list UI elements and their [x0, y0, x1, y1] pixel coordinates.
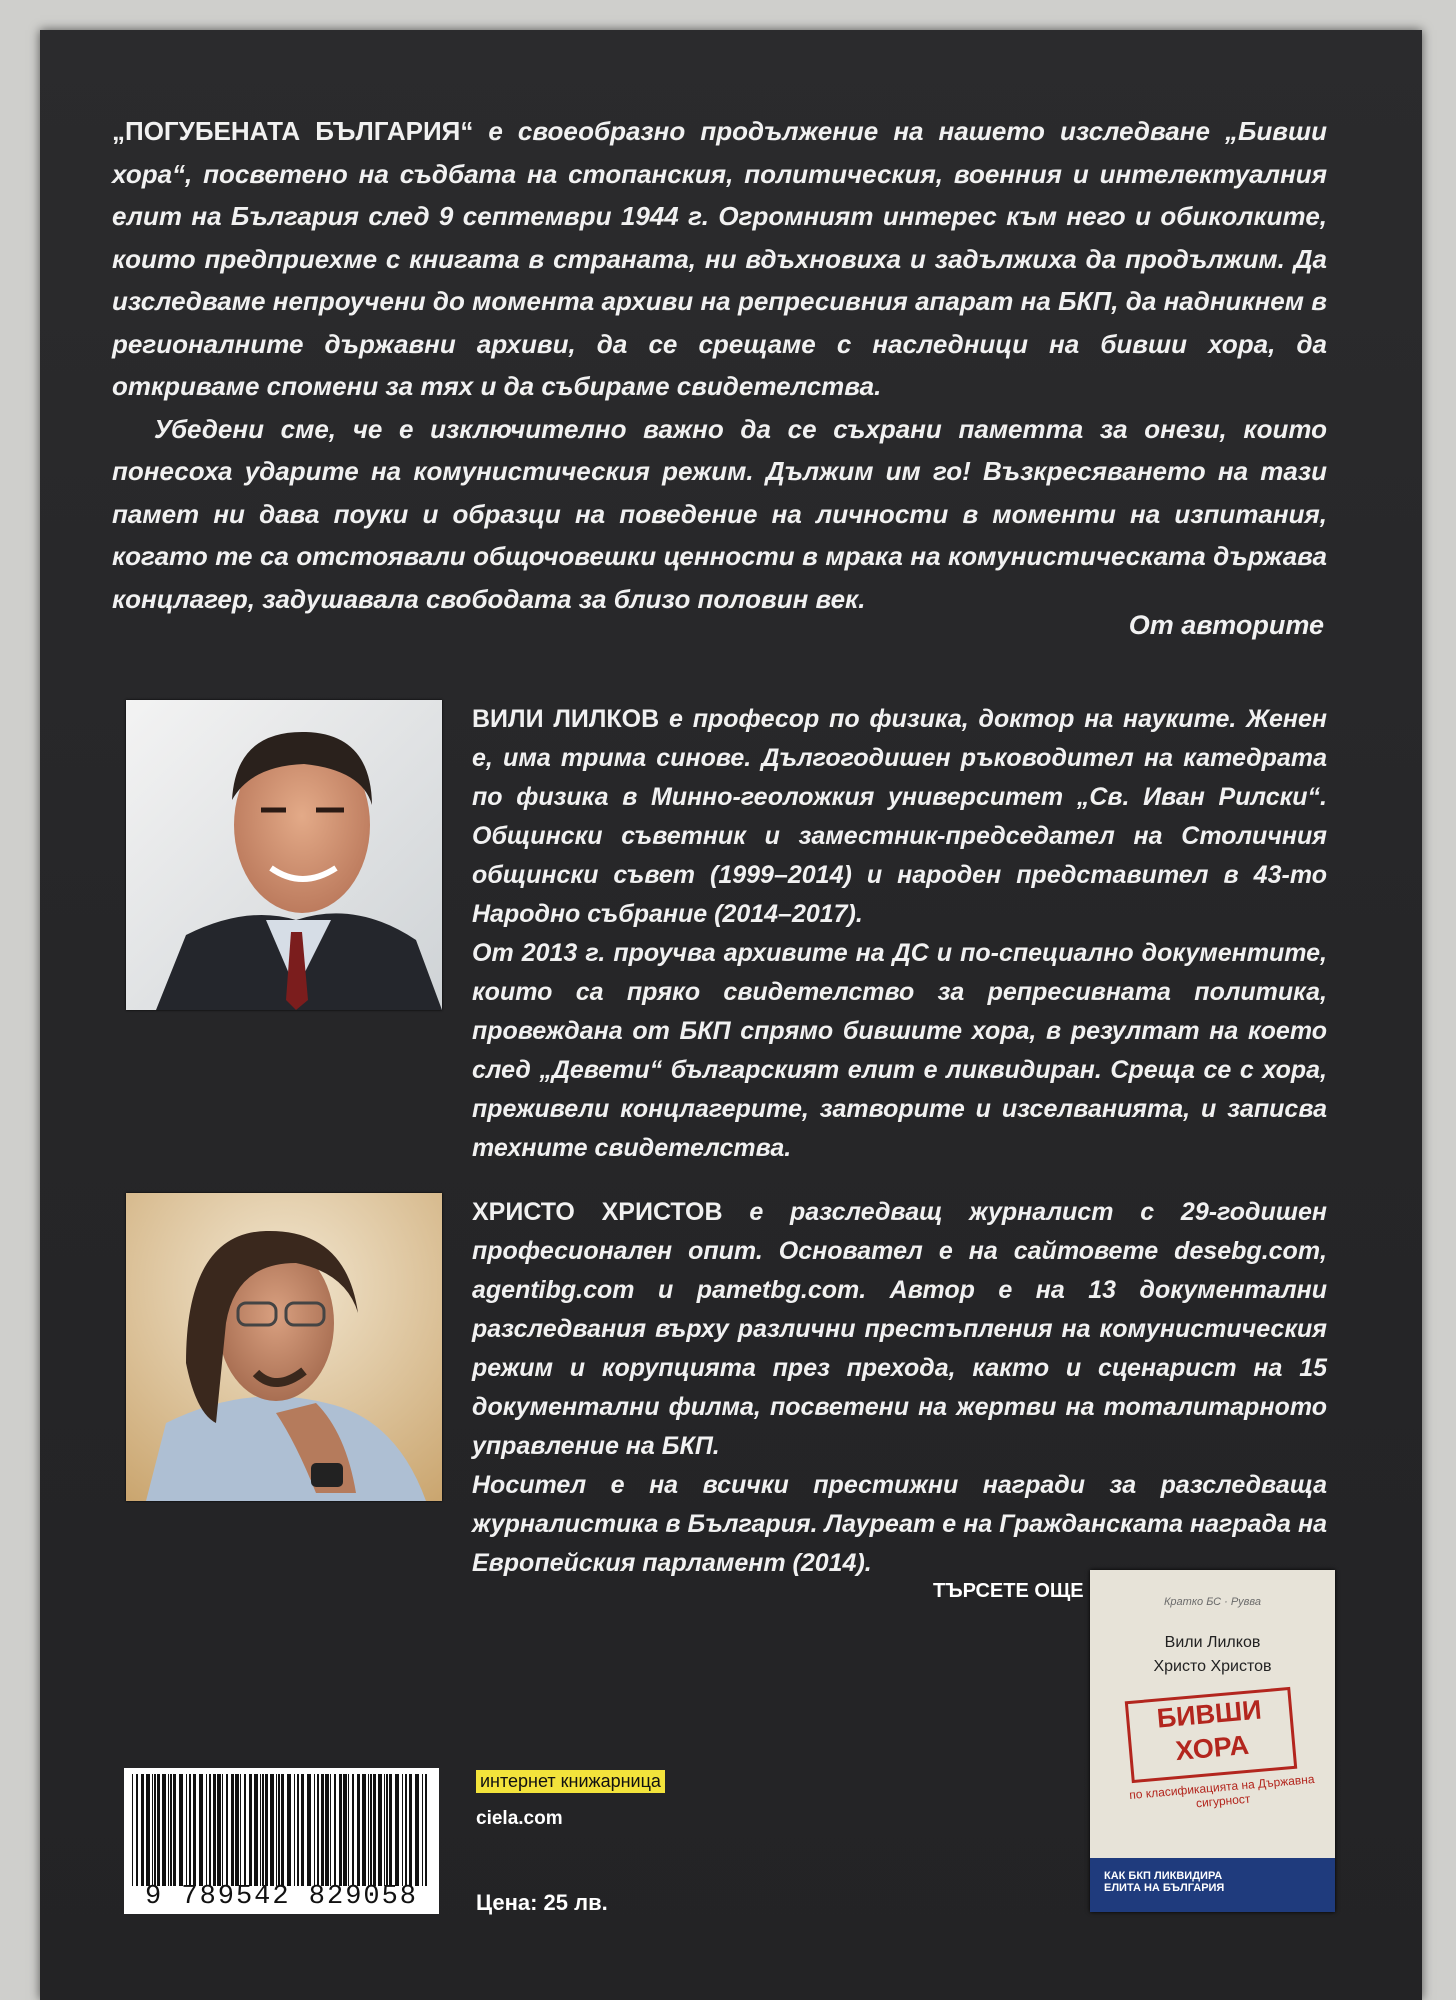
barcode-bar	[317, 1774, 319, 1886]
isbn-barcode	[124, 1768, 439, 1914]
price: Цена: 25 лв.	[476, 1890, 608, 1915]
barcode-bar	[193, 1774, 196, 1886]
barcode-bar	[235, 1774, 239, 1886]
barcode-bar	[265, 1774, 268, 1886]
barcode-bars	[124, 1774, 439, 1886]
barcode-bar	[368, 1774, 369, 1886]
barcode-bar	[260, 1774, 261, 1886]
barcode-bar	[206, 1774, 207, 1886]
book-author-1: Вили Лилков	[1164, 1634, 1261, 1651]
barcode-bar	[152, 1774, 153, 1886]
intro-book-title: „ПОГУБЕНАТА БЪЛГАРИЯ“	[112, 116, 474, 146]
book-author-2: Христо Христов	[1153, 1658, 1272, 1675]
author1-photo	[126, 700, 442, 1010]
barcode-bar	[217, 1774, 221, 1886]
barcode-bar	[373, 1774, 376, 1886]
barcode-bar	[141, 1774, 144, 1886]
barcode-bar	[240, 1774, 241, 1886]
author1-bio-paragraph-1	[472, 700, 1327, 934]
barcode-bar	[321, 1774, 324, 1886]
barcode-bar	[157, 1774, 160, 1886]
intro-paragraph-1-text: е своеобразно продължение на нашето изследване „Бивши хора“, посветено на съдбата на стопанския, политическия, военния и интелектуалния елит на България след 9 септември 1944 г. Огромният интерес към него и обиколките, които предприехме с книгата в страната, ни вдъхновиха и задължиха да продължим. Да изследваме непроучени до момента архиви на репресивния апарат на БКП, да надникнем в регионалните държавни архиви, да се срещаме с наследници на бивши хора, да откриваме спомени за тях и да събираме свидетелства.	[112, 116, 1327, 401]
barcode-bar	[254, 1774, 258, 1886]
barcode-bar	[262, 1774, 264, 1886]
related-book-cover[interactable]	[1090, 1570, 1335, 1912]
author2-photo	[126, 1193, 442, 1501]
author2-bio-text-1: е разследващ журналист с 29-годишен професионален опит. Основател е на сайтовете desebg.com, agentibg.com и pametbg.com. Автор е на 13 документални разследвания върху различни престъпления на комунистическия режим и корупцията през прехода, както и сценарист на 15 документални филма, посветени на жертви на тоталитарното управление на БКП.	[472, 1198, 1327, 1460]
barcode-bar	[389, 1774, 392, 1886]
shop-url[interactable]: ciela.com	[476, 1808, 563, 1829]
barcode-bar	[168, 1774, 169, 1886]
barcode-bar	[226, 1774, 228, 1886]
book-title-stamp	[1125, 1687, 1298, 1783]
barcode-bar	[186, 1774, 187, 1886]
barcode-bar	[362, 1774, 366, 1886]
barcode-bar	[425, 1774, 427, 1886]
barcode-bar	[297, 1774, 299, 1886]
intro-paragraph-1	[112, 110, 1327, 408]
barcode-bar	[189, 1774, 191, 1886]
barcode-bar	[343, 1774, 347, 1886]
author2-bio-paragraph-2: Носител е на всички престижни награди за разследваща журналистика в България. Лауреат е на Гражданската награда на Европейския парламент (2014).	[472, 1471, 1327, 1577]
book-top-note: Кратко БС · Рувва	[1163, 1596, 1262, 1608]
barcode-bar	[386, 1774, 388, 1886]
intro-text	[112, 110, 1327, 620]
barcode-bar	[339, 1774, 342, 1886]
book-band-line-1: КАК БКП ЛИКВИДИРА	[1104, 1870, 1223, 1882]
book-subtitle: по класификацията на Държавна сигурност	[1128, 1771, 1316, 1811]
barcode-bar	[249, 1774, 252, 1886]
barcode-bar	[314, 1774, 315, 1886]
barcode-bar	[281, 1774, 284, 1886]
barcode-bar	[199, 1774, 203, 1886]
barcode-bar	[357, 1774, 360, 1886]
author2-bio-paragraph-1	[472, 1193, 1327, 1466]
barcode-bar	[334, 1774, 336, 1886]
author1-bio	[472, 700, 1327, 1168]
barcode-digits: 9 789542 829058	[144, 1882, 419, 1912]
barcode-bar	[173, 1774, 176, 1886]
barcode-bar	[287, 1774, 291, 1886]
barcode-bar	[222, 1774, 223, 1886]
shop-tag: интернет книжарница	[476, 1770, 665, 1793]
barcode-bar	[405, 1774, 407, 1886]
barcode-bar	[301, 1774, 304, 1886]
barcode-bar	[395, 1774, 399, 1886]
book-title-line-1: БИВШИ	[1155, 1694, 1263, 1734]
signature: От авторите	[1128, 610, 1324, 640]
barcode-bar	[402, 1774, 403, 1886]
barcode-bar	[132, 1774, 133, 1886]
author1-name: ВИЛИ ЛИЛКОВ	[472, 705, 660, 733]
barcode-bar	[179, 1774, 183, 1886]
book-title-line-2: ХОРА	[1174, 1729, 1251, 1767]
book-band-line-2: ЕЛИТА НА БЪЛГАРИЯ	[1104, 1882, 1225, 1894]
barcode-bar	[370, 1774, 372, 1886]
barcode-bar	[146, 1774, 150, 1886]
barcode-bar	[209, 1774, 211, 1886]
barcode-bar	[244, 1774, 246, 1886]
barcode-bar	[270, 1774, 274, 1886]
barcode-bar	[213, 1774, 216, 1886]
barcode-bar	[422, 1774, 423, 1886]
book-band	[1090, 1858, 1335, 1912]
barcode-bar	[170, 1774, 172, 1886]
barcode-bar	[154, 1774, 156, 1886]
author1-bio-text-1: е професор по физика, доктор на науките. Женен е, има трима синове. Дългогодишен ръководител на катедрата по физика в Минно-геоложкия университет „Св. Иван Рилски“. Общински съветник и заместник-председател на Столичния общински съвет (1999–2014) и народен представител в 43-то Народно събрание (2014–2017).	[472, 705, 1327, 928]
barcode-bar	[415, 1774, 419, 1886]
barcode-bar	[278, 1774, 280, 1886]
barcode-bar	[378, 1774, 382, 1886]
barcode-bar	[330, 1774, 331, 1886]
barcode-bar	[231, 1774, 234, 1886]
barcode-bar	[352, 1774, 354, 1886]
barcode-bar	[294, 1774, 295, 1886]
author2-name: ХРИСТО ХРИСТОВ	[472, 1198, 723, 1226]
barcode-bar	[384, 1774, 385, 1886]
author2-bio	[472, 1193, 1327, 1583]
barcode-bar	[136, 1774, 138, 1886]
author1-bio-paragraph-2: От 2013 г. проучва архивите на ДС и по-специално документите, които са пряко свидетелство за репресивната политика, провеждана от БКП спрямо бившите хора, в резултат на което след „Девети“ българският елит е ликвидиран. Среща се с хора, преживели концлагерите, затворите и изселванията, и записва техните свидетелства.	[472, 939, 1327, 1162]
related-label: ТЪРСЕТЕ ОЩЕ	[933, 1580, 1084, 1602]
barcode-bar	[276, 1774, 277, 1886]
barcode-bar	[307, 1774, 311, 1886]
barcode-bar	[162, 1774, 166, 1886]
barcode-bar	[325, 1774, 329, 1886]
barcode-bar	[348, 1774, 349, 1886]
barcode-bar	[409, 1774, 412, 1886]
intro-paragraph-2: Убедени сме, че е изключително важно да се съхрани паметта за онези, които понесоха ударите на комунистическия режим. Дължим им го! Възкресяването на тази памет ни дава поуки и образци на поведение на личности в моменти на изпитания, когато те са отстоявали общочовешки ценности в мрака на комунистическата държава концлагер, задушавала свободата за близо половин век.	[112, 413, 1327, 614]
